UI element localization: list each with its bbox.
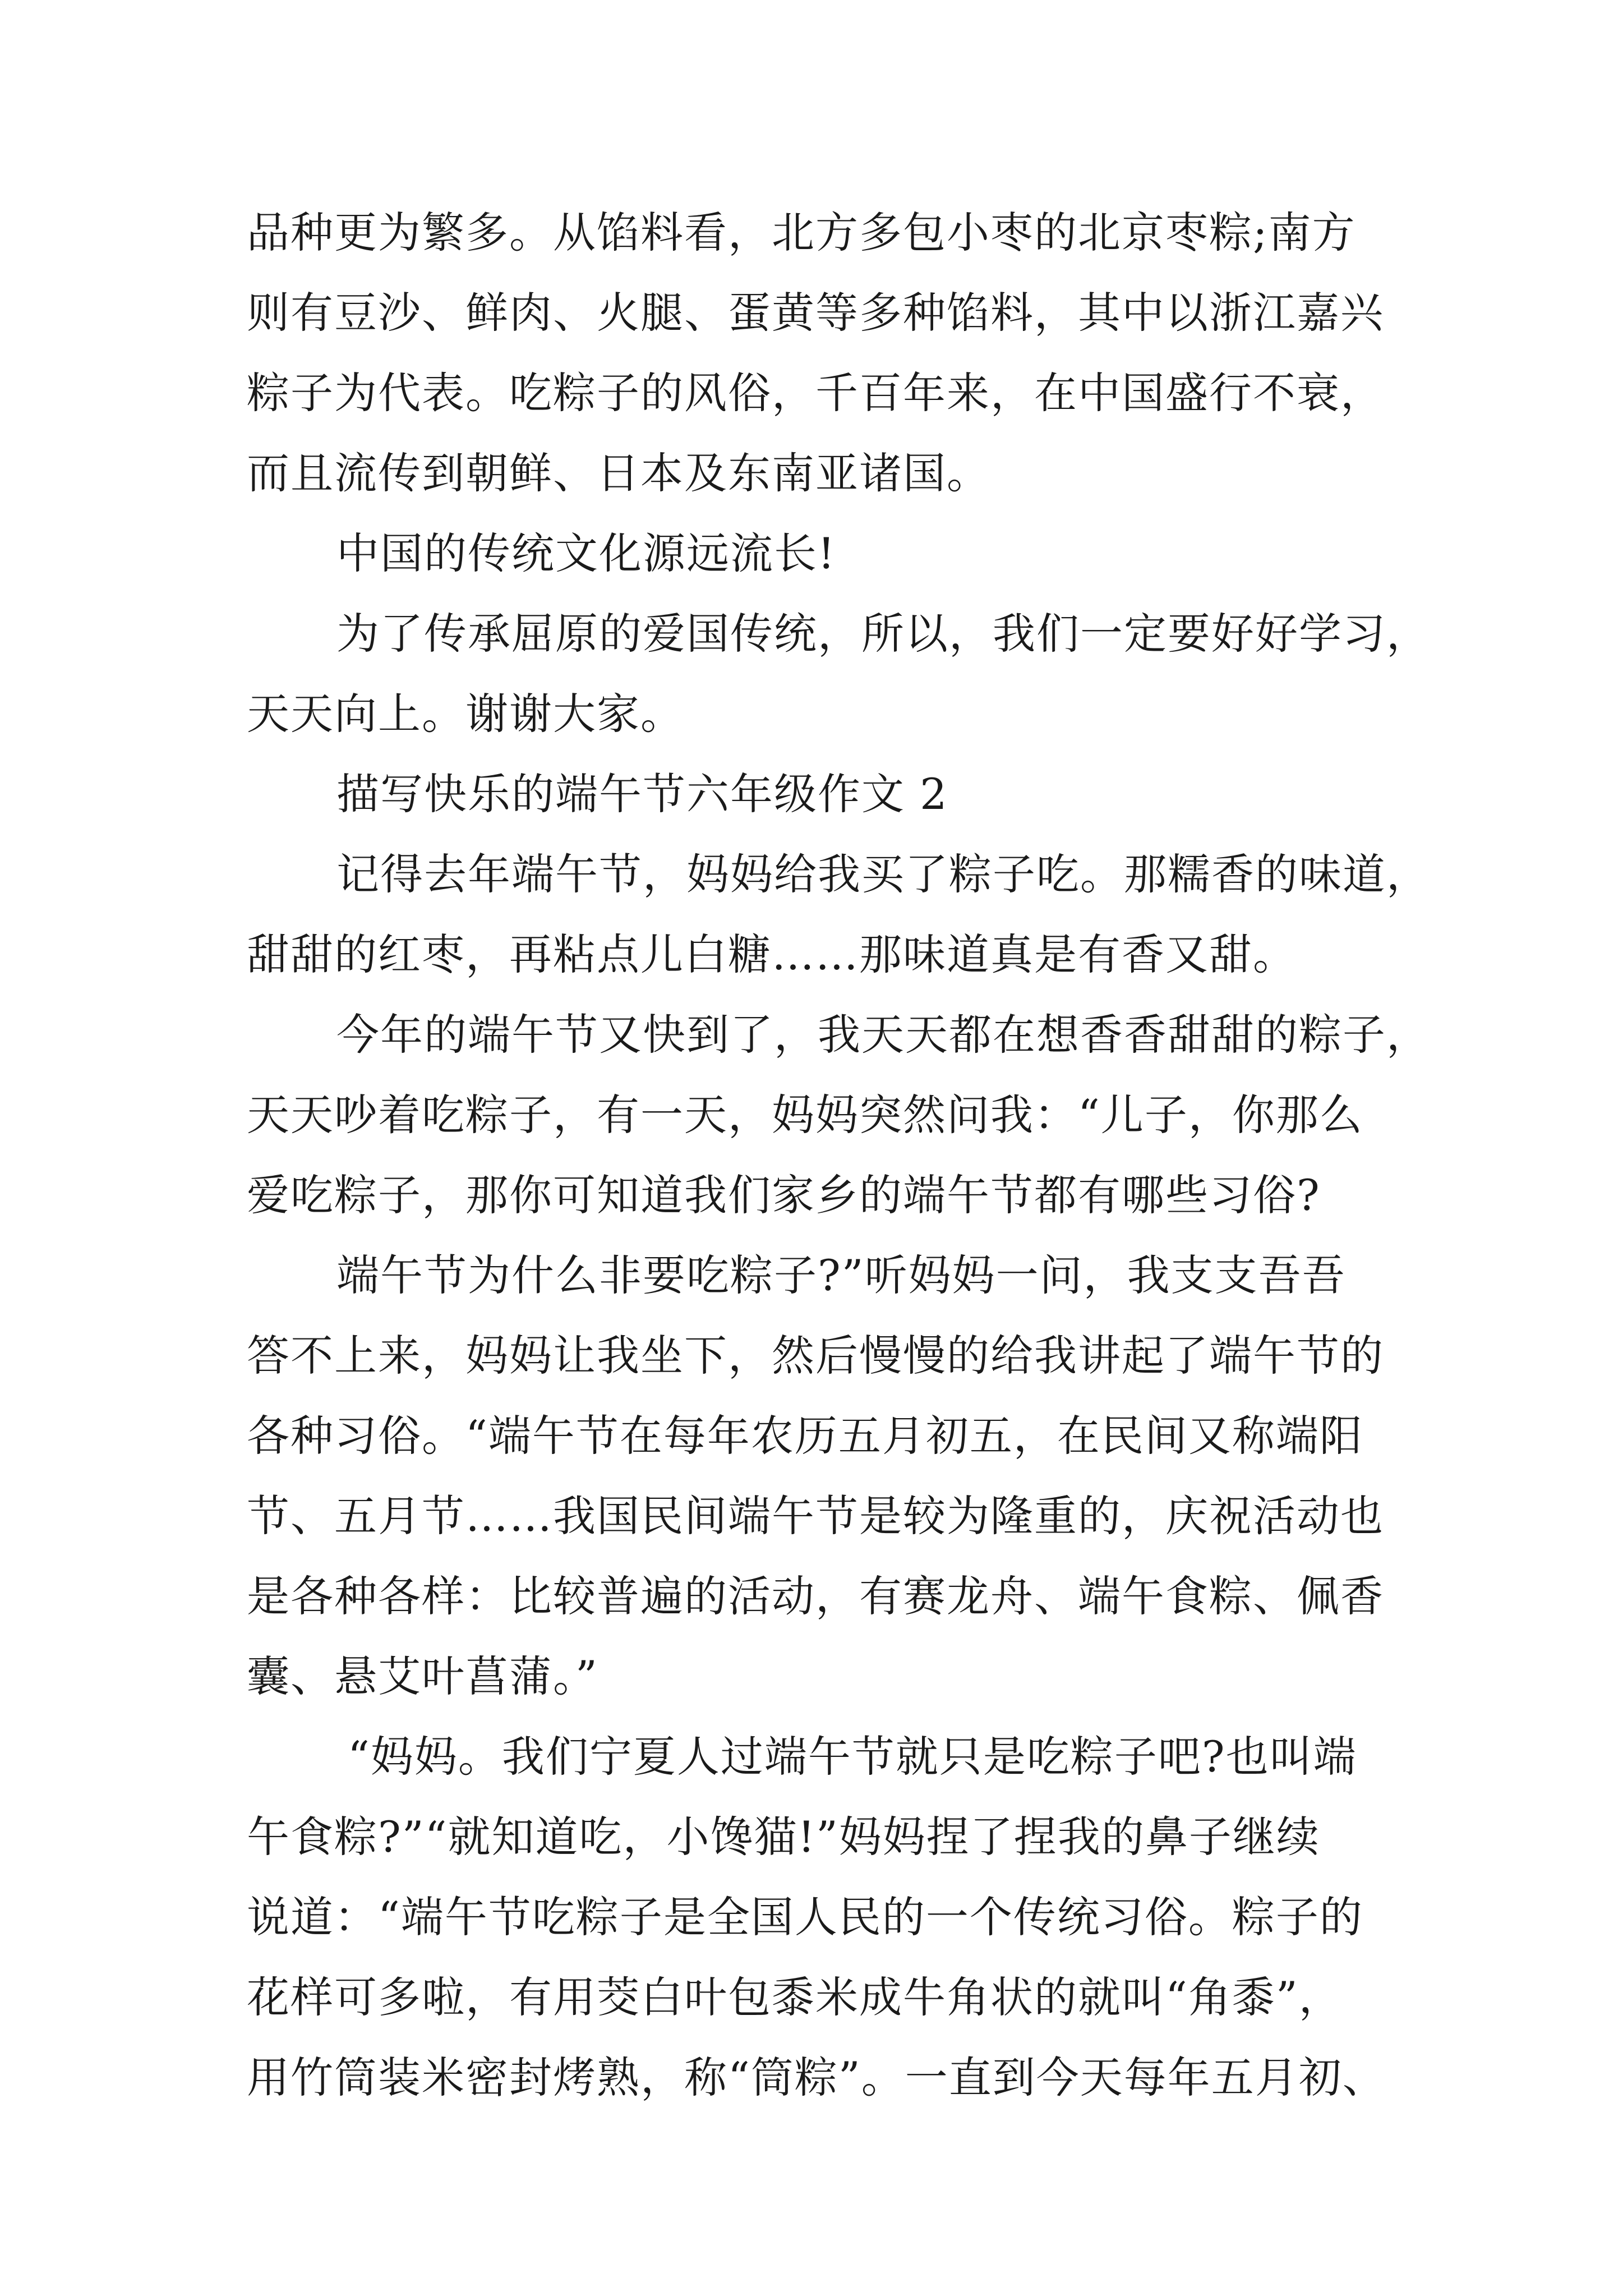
text-line: 爱吃粽子，那你可知道我们家乡的端午节都有哪些习俗? [247, 1170, 1321, 1220]
text-line: 午食粽?”“就知道吃，小馋猫!”妈妈捏了捏我的鼻子继续 [247, 1812, 1320, 1862]
text-line: 各种习俗。“端午节在每年农历五月初五，在民间又称端阳 [247, 1411, 1363, 1461]
text-line: 囊、悬艾叶菖蒲。” [247, 1651, 598, 1701]
text-line: 天天吵着吃粽子，有一天，妈妈突然问我：“儿子，你那么 [247, 1090, 1363, 1140]
text-line: 记得去年端午节，妈妈给我买了粽子吃。那糯香的味道， [336, 849, 1430, 899]
text-line: 为了传承屈原的爱国传统，所以，我们一定要好好学习， [336, 609, 1430, 659]
text-line: 而且流传到朝鲜、日本及东南亚诸国。 [247, 448, 990, 498]
text-line: 花样可多啦，有用茭白叶包黍米成牛角状的就叫“角黍”， [247, 1972, 1343, 2022]
text-line: 则有豆沙、鲜肉、火腿、蛋黄等多种馅料，其中以浙江嘉兴 [247, 288, 1384, 338]
text-line: 粽子为代表。吃粽子的风俗，千百年来，在中国盛行不衰， [247, 368, 1384, 418]
text-line: 甜甜的红枣，再粘点儿白糖……那味道真是有香又甜。 [247, 930, 1297, 979]
text-line: 中国的传统文化源远流长! [336, 528, 836, 578]
text-line: “妈妈。我们宁夏人过端午节就只是吃粽子吧?也叫端 [348, 1732, 1357, 1782]
text-line: 是各种各样：比较普遍的活动，有赛龙舟、端午食粽、佩香 [247, 1571, 1384, 1621]
text-line: 品种更为繁多。从馅料看，北方多包小枣的北京枣粽;南方 [247, 208, 1356, 257]
section-heading: 描写快乐的端午节六年级作文 2 [336, 769, 948, 819]
text-line: 端午节为什么非要吃粽子?”听妈妈一问，我支支吾吾 [336, 1250, 1346, 1300]
text-line: 答不上来，妈妈让我坐下，然后慢慢的给我讲起了端午节的 [247, 1331, 1384, 1381]
text-line: 今年的端午节又快到了，我天天都在想香香甜甜的粽子， [336, 1010, 1430, 1060]
text-line: 说道：“端午节吃粽子是全国人民的一个传统习俗。粽子的 [247, 1892, 1363, 1942]
text-line: 节、五月节……我国民间端午节是较为隆重的，庆祝活动也 [247, 1491, 1384, 1541]
text-line: 用竹筒装米密封烤熟，称“筒粽”。一直到今天每年五月初、 [247, 2053, 1386, 2102]
text-line: 天天向上。谢谢大家。 [247, 689, 684, 739]
